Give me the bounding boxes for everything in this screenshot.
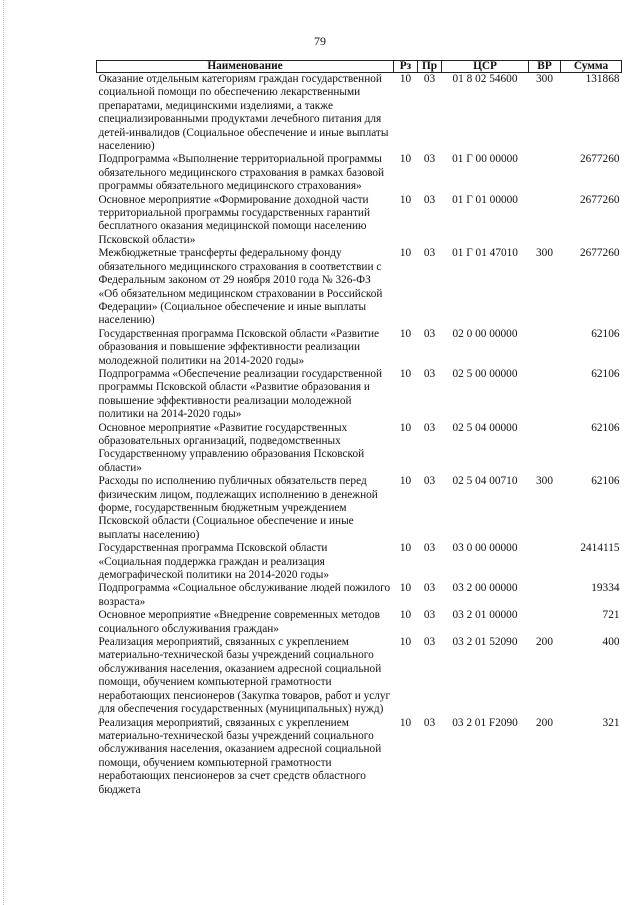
row-vr: [529, 368, 561, 422]
header-rz: Рз: [394, 61, 418, 73]
table-row: [97, 247, 622, 327]
row-rz: 10: [399, 153, 412, 166]
row-csr: 02 5 04 00710: [452, 475, 518, 488]
row-name: Основное мероприятие «Формирование доходной части территориальной программы государственных гарантий бесплатного оказания медицинской помощи населению Псковской области»: [98, 193, 371, 246]
table-header-row: [97, 61, 622, 73]
row-sum: 62106: [591, 367, 620, 380]
page-number: 79: [314, 34, 326, 48]
table-row: [97, 609, 622, 636]
row-vr: 300: [536, 247, 553, 260]
row-name: Реализация мероприятий, связанных с укреплением материально-технической базы учреждений социального обслуживания населения, оказанием адресной социальной помощи, обучением компьютерной грамотности неработающих пенсионеров (Закупка товаров, работ и услуг для обеспечения государственных (муниципальных) нужд): [98, 636, 391, 716]
header-csr: ЦСР: [442, 61, 529, 73]
row-name: Подпрограмма «Обеспечение реализации государственной программы Псковской области «Развитие образования и повышение эффективности реализации молодежной политики на 2014-2020 годы»: [98, 367, 383, 421]
table-row: [97, 153, 622, 193]
budget-table: [96, 60, 622, 797]
row-vr: [529, 422, 561, 476]
row-sum: 62106: [591, 327, 620, 340]
row-csr: 01 8 02 54600: [452, 73, 518, 85]
row-name: Реализация мероприятий, связанных с укреплением материально-технической базы учреждений социального обслуживания населения, оказанием адресной социальной помощи, обучением компьютерной грамотности неработающих пенсионеров за счет средств областного бюджета: [98, 716, 382, 796]
row-rz: 10: [399, 542, 412, 555]
table-row: [97, 73, 622, 154]
row-csr: 03 2 01 00000: [452, 609, 518, 622]
table-row: [97, 368, 622, 422]
row-pr: 03: [423, 421, 436, 434]
row-name: Оказание отдельным категориям граждан государственной социальной помощи по обеспечению лекарственными препаратами, медицинскими изделиями, а также специализированными продуктами лечебного питания для детей-инвалидов (Социальное обеспечение и иные выплаты населению): [98, 73, 389, 153]
row-pr: 03: [423, 582, 436, 595]
row-rz: 10: [399, 247, 412, 260]
row-rz: 10: [399, 716, 412, 729]
table-row: [97, 328, 622, 368]
table-row: [97, 422, 622, 476]
table-row: [97, 636, 622, 716]
row-vr: 300: [536, 73, 553, 85]
row-rz: 10: [399, 421, 412, 434]
table-row: [97, 194, 622, 248]
row-name: Межбюджетные трансферты федеральному фонду обязательного медицинского страхования в соответствии с Федеральным законом от 29 ноября 2010 года № 326-ФЗ «Об обязательном медицинском страховании в Российской Федерации» (Социальное обеспечение и иные выплаты населению): [98, 247, 383, 327]
row-sum: 2414115: [580, 542, 620, 555]
row-sum: 721: [602, 609, 620, 622]
row-name: Подпрограмма «Социальное обслуживание людей пожилого возраста»: [98, 582, 391, 608]
row-name: Расходы по исполнению публичных обязательств перед физическим лицом, подлежащих исполнению в денежной форме, государственным бюджетным учреждением Псковской области (Социальное обеспечение и иные выплаты населению): [98, 475, 378, 541]
row-pr: 03: [423, 636, 436, 649]
row-sum: 2677260: [579, 193, 620, 206]
row-pr: 03: [423, 716, 436, 729]
row-rz: 10: [399, 609, 412, 622]
row-csr: 03 2 00 00000: [452, 582, 518, 595]
row-name: Государственная программа Псковской области «Социальная поддержка граждан и реализация демографической политики на 2014-2020 годы»: [98, 542, 330, 582]
row-pr: 03: [423, 247, 436, 260]
row-rz: 10: [399, 327, 412, 340]
row-csr: 03 2 01 F2090: [452, 716, 518, 729]
row-pr: 03: [423, 367, 436, 380]
row-csr: 01 Г 01 47010: [452, 247, 518, 260]
row-sum: 131868: [585, 73, 620, 85]
row-rz: 10: [399, 636, 412, 649]
row-pr: 03: [423, 609, 436, 622]
row-vr: [529, 153, 561, 193]
table-row: [97, 717, 622, 797]
row-csr: 02 5 04 00000: [452, 421, 518, 434]
row-sum: 400: [602, 636, 620, 649]
row-sum: 62106: [591, 421, 620, 434]
row-vr: [529, 194, 561, 248]
row-pr: 03: [423, 153, 436, 166]
row-sum: 2677260: [579, 247, 620, 260]
row-vr: 200: [536, 716, 553, 729]
row-pr: 03: [423, 73, 436, 85]
row-sum: 62106: [591, 475, 620, 488]
table-row: [97, 542, 622, 582]
row-vr: [529, 542, 561, 582]
row-pr: 03: [423, 542, 436, 555]
row-vr: [529, 328, 561, 368]
row-pr: 03: [423, 193, 436, 206]
header-vr: ВР: [529, 61, 561, 73]
row-vr: 300: [536, 475, 553, 488]
row-rz: 10: [399, 582, 412, 595]
header-name: Наименование: [97, 61, 394, 73]
row-vr: [529, 582, 561, 609]
row-name: Основное мероприятие «Внедрение современных методов социального обслуживания граждан»: [98, 609, 381, 635]
row-csr: 01 Г 00 00000: [452, 153, 518, 166]
row-rz: 10: [399, 367, 412, 380]
table-row: [97, 582, 622, 609]
row-csr: 01 Г 01 00000: [452, 193, 518, 206]
row-rz: 10: [399, 73, 412, 85]
scan-edge-line: [3, 0, 5, 905]
row-name: Основное мероприятие «Развитие государственных образовательных организаций, подведомственных Государственному управлению образования Псковской области»: [98, 421, 365, 474]
header-sum: Сумма: [561, 61, 622, 73]
row-name: Государственная программа Псковской области «Развитие образования и повышение эффективности реализации молодежной политики на 2014-2020 годы»: [98, 327, 380, 367]
row-rz: 10: [399, 475, 412, 488]
row-rz: 10: [399, 193, 412, 206]
header-pr: Пр: [418, 61, 442, 73]
row-sum: 2677260: [579, 153, 620, 166]
row-vr: [529, 609, 561, 636]
row-sum: 19334: [591, 582, 620, 595]
row-csr: 02 0 00 00000: [452, 327, 518, 340]
row-sum: 321: [602, 716, 620, 729]
row-vr: 200: [536, 636, 553, 649]
table-row: [97, 475, 622, 542]
row-csr: 02 5 00 00000: [452, 367, 518, 380]
row-csr: 03 2 01 52090: [452, 636, 518, 649]
row-csr: 03 0 00 00000: [452, 542, 518, 555]
row-name: Подпрограмма «Выполнение территориальной программы обязательного медицинского страхования в рамках базовой программы обязательного медицинского страхования»: [98, 153, 385, 193]
row-pr: 03: [423, 475, 436, 488]
row-pr: 03: [423, 327, 436, 340]
